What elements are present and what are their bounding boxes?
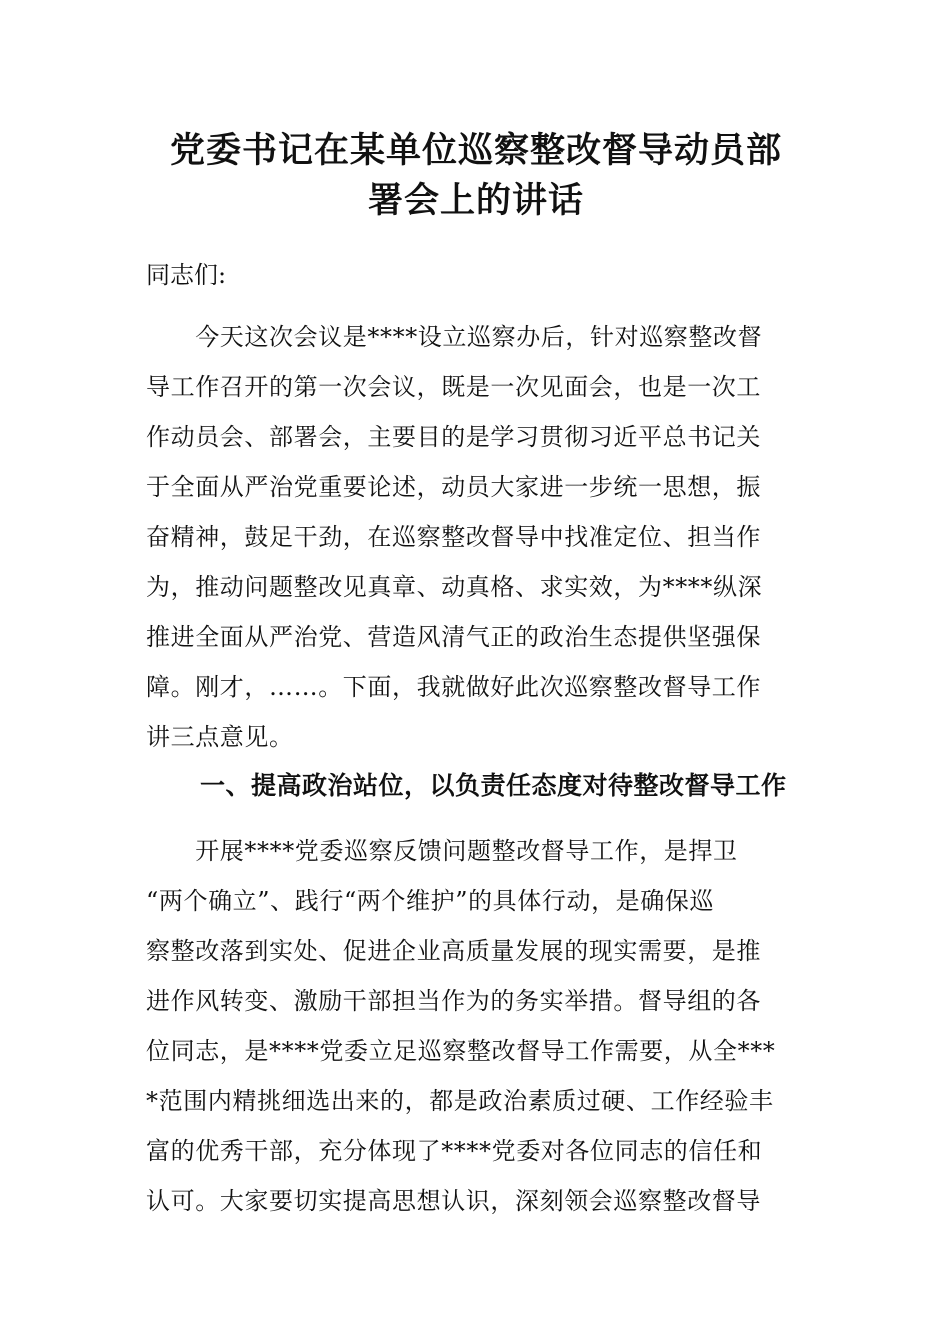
- paragraph-line: 导工作召开的第一次会议，既是一次见面会，也是一次工: [146, 373, 761, 401]
- paragraph-line: *范围内精挑细选出来的，都是政治素质过硬、工作经验丰: [146, 1087, 774, 1115]
- paragraph-line: 于全面从严治党重要论述，动员大家进一步统一思想，振: [146, 473, 761, 501]
- paragraph-line: 障。刚才，……。下面，我就做好此次巡察整改督导工作: [146, 673, 761, 701]
- paragraph-intro: [146, 312, 806, 762]
- paragraph-line: 讲三点意见。: [146, 723, 294, 751]
- document-title: [146, 126, 806, 226]
- greeting: 同志们:: [146, 261, 227, 289]
- paragraph-line: 推进全面从严治党、营造风清气正的政治生态提供坚强保: [146, 623, 761, 651]
- paragraph-section-1: [146, 826, 806, 1226]
- paragraph-line: 为，推动问题整改见真章、动真格、求实效，为****纵深: [146, 573, 763, 601]
- section-heading: [146, 768, 806, 804]
- title-line: 党委书记在某单位巡察整改督导动员部: [169, 130, 782, 171]
- paragraph-line: 今天这次会议是****设立巡察办后，针对巡察整改督: [146, 323, 763, 351]
- paragraph-line: 富的优秀干部，充分体现了****党委对各位同志的信任和: [146, 1137, 763, 1165]
- paragraph-line: 开展****党委巡察反馈问题整改督导工作，是捍卫: [146, 837, 738, 865]
- paragraph-line: 位同志，是****党委立足巡察整改督导工作需要，从全***: [146, 1037, 776, 1065]
- section-heading-text: 一、提高政治站位，以负责任态度对待整改督导工作: [200, 771, 787, 800]
- paragraph-line: 作动员会、部署会，主要目的是学习贯彻习近平总书记关: [146, 423, 761, 451]
- paragraph-line: 认可。大家要切实提高思想认识，深刻领会巡察整改督导: [146, 1187, 761, 1215]
- paragraph-line: 察整改落到实处、促进企业高质量发展的现实需要，是推: [146, 937, 761, 965]
- title-line: 署会上的讲话: [367, 180, 584, 221]
- paragraph-line: 进作风转变、激励干部担当作为的务实举措。督导组的各: [146, 987, 761, 1015]
- paragraph-line: “两个确立”、践行“两个维护”的具体行动，是确保巡: [146, 887, 715, 915]
- paragraph-line: 奋精神，鼓足干劲，在巡察整改督导中找准定位、担当作: [146, 523, 761, 551]
